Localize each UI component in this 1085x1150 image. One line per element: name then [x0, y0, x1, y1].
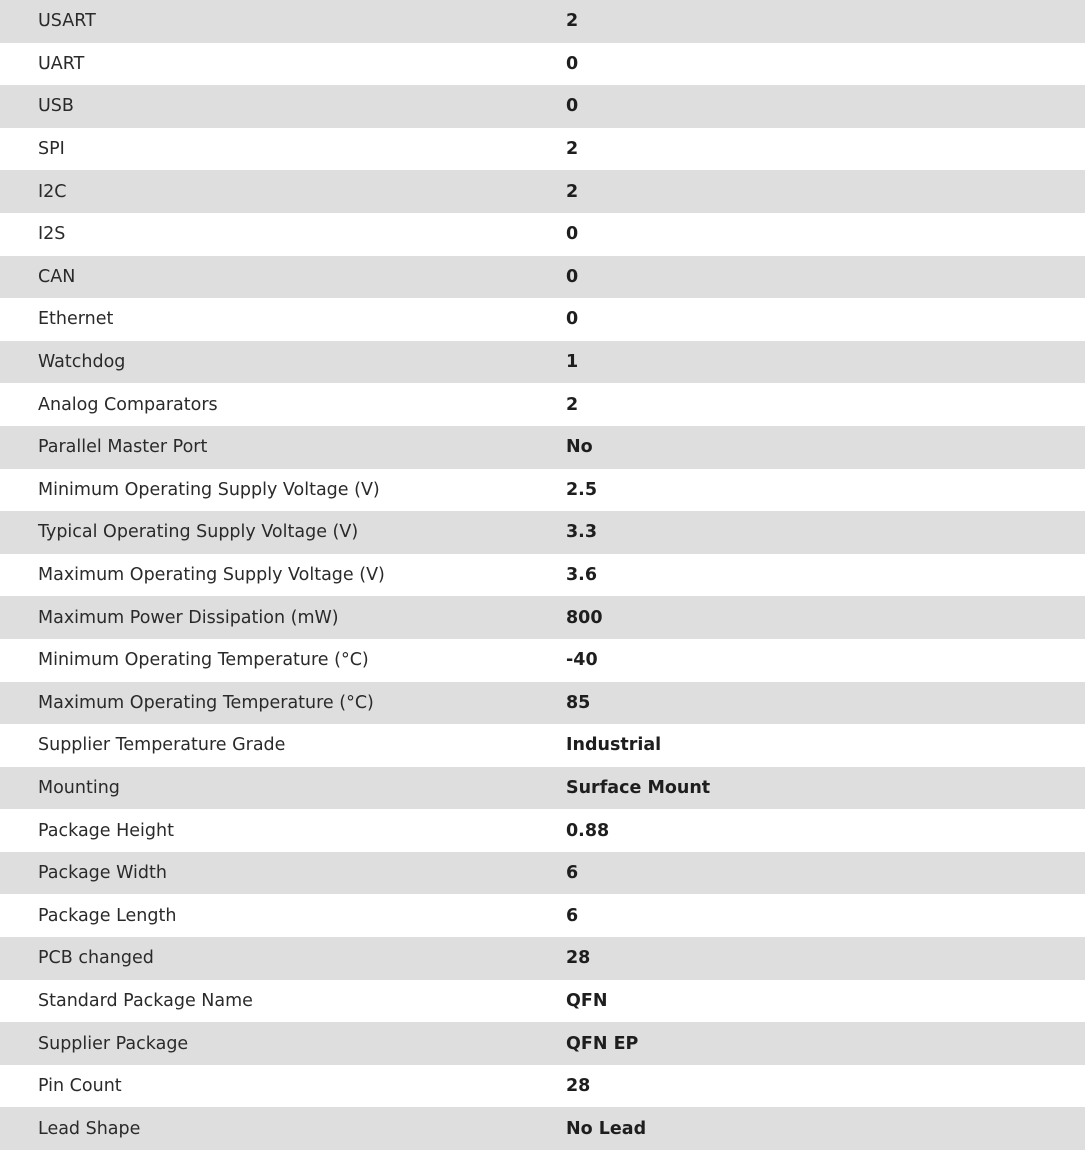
spec-value: 2: [566, 11, 579, 32]
spec-row: [0, 767, 1085, 810]
spec-label: CAN: [38, 266, 76, 287]
spec-row: [0, 1107, 1085, 1150]
spec-label: Analog Comparators: [38, 394, 218, 415]
spec-label: Lead Shape: [38, 1118, 141, 1139]
spec-row: [0, 256, 1085, 299]
spec-row: [0, 426, 1085, 469]
spec-value: 2.5: [566, 479, 598, 500]
spec-value: 6: [566, 863, 579, 884]
spec-label: I2C: [38, 181, 67, 202]
spec-value: 0: [566, 309, 579, 330]
spec-label: Package Height: [38, 820, 174, 841]
spec-label: USB: [38, 96, 74, 117]
spec-value: 3.3: [566, 522, 598, 543]
spec-label: Mounting: [38, 777, 120, 798]
spec-row: [0, 0, 1085, 43]
spec-row: [0, 1065, 1085, 1108]
spec-value: 0: [566, 224, 579, 245]
spec-row: [0, 1022, 1085, 1065]
spec-value: -40: [566, 650, 598, 671]
spec-value: Industrial: [566, 735, 662, 756]
spec-row: [0, 894, 1085, 937]
spec-label: Watchdog: [38, 352, 126, 373]
spec-value: 0: [566, 96, 579, 117]
spec-row: [0, 980, 1085, 1023]
spec-value: 1: [566, 352, 579, 373]
spec-label: Ethernet: [38, 309, 114, 330]
spec-label: Maximum Power Dissipation (mW): [38, 607, 339, 628]
spec-label: Parallel Master Port: [38, 437, 208, 458]
spec-label: I2S: [38, 224, 66, 245]
spec-label: Minimum Operating Temperature (°C): [38, 650, 369, 671]
spec-value: 0: [566, 266, 579, 287]
spec-row: [0, 341, 1085, 384]
spec-row: [0, 596, 1085, 639]
spec-label: Typical Operating Supply Voltage (V): [38, 522, 359, 543]
spec-value: 28: [566, 1076, 591, 1097]
spec-row: [0, 554, 1085, 597]
spec-value: 6: [566, 905, 579, 926]
spec-label: SPI: [38, 139, 65, 160]
spec-label: Pin Count: [38, 1076, 122, 1097]
spec-row: [0, 85, 1085, 128]
spec-value: Surface Mount: [566, 777, 711, 798]
spec-value: 28: [566, 948, 591, 969]
spec-value: QFN EP: [566, 1033, 639, 1054]
spec-row: [0, 639, 1085, 682]
spec-label: Package Length: [38, 905, 177, 926]
spec-value: 2: [566, 139, 579, 160]
spec-label: Standard Package Name: [38, 990, 253, 1011]
spec-row: [0, 170, 1085, 213]
spec-label: Maximum Operating Supply Voltage (V): [38, 565, 385, 586]
spec-value: No: [566, 437, 593, 458]
spec-label: UART: [38, 53, 85, 74]
spec-row: [0, 128, 1085, 171]
spec-value: 800: [566, 607, 603, 628]
spec-value: 2: [566, 394, 579, 415]
spec-row: [0, 682, 1085, 725]
spec-value: 0: [566, 53, 579, 74]
spec-label: Minimum Operating Supply Voltage (V): [38, 479, 380, 500]
spec-row: [0, 43, 1085, 86]
spec-row: [0, 511, 1085, 554]
spec-label: Maximum Operating Temperature (°C): [38, 692, 374, 713]
spec-label: USART: [38, 11, 96, 32]
spec-row: [0, 809, 1085, 852]
spec-row: [0, 852, 1085, 895]
spec-value: 85: [566, 692, 591, 713]
spec-row: [0, 937, 1085, 980]
spec-value: No Lead: [566, 1118, 647, 1139]
spec-row: [0, 724, 1085, 767]
spec-row: [0, 383, 1085, 426]
spec-label: Package Width: [38, 863, 167, 884]
spec-label: PCB changed: [38, 948, 154, 969]
spec-value: 0.88: [566, 820, 610, 841]
spec-value: QFN: [566, 990, 608, 1011]
spec-row: [0, 298, 1085, 341]
spec-value: 2: [566, 181, 579, 202]
spec-value: 3.6: [566, 565, 598, 586]
spec-row: [0, 469, 1085, 512]
spec-label: Supplier Package: [38, 1033, 189, 1054]
spec-row: [0, 213, 1085, 256]
spec-label: Supplier Temperature Grade: [38, 735, 286, 756]
